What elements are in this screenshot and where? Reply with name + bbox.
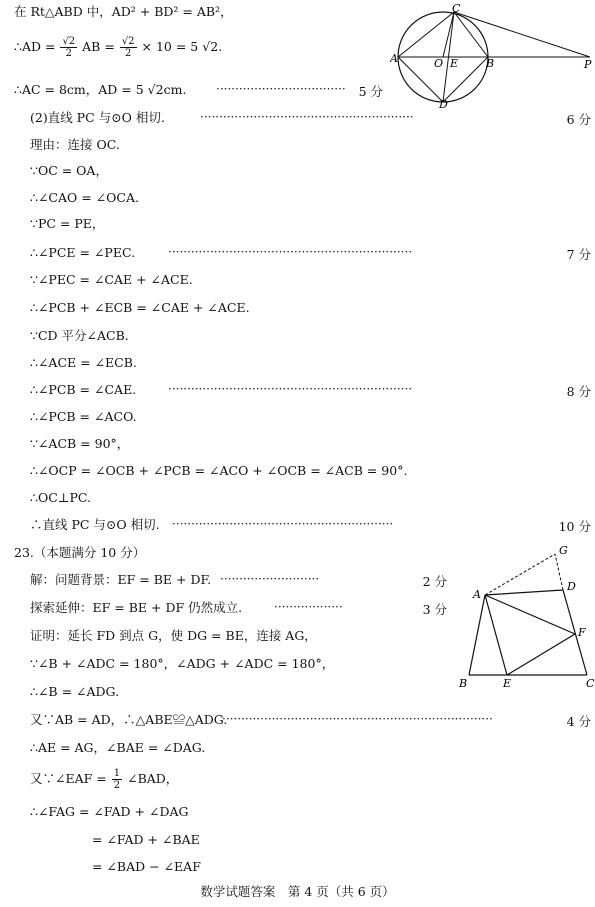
text-line-14: ∴∠PCB = ∠CAE. bbox=[30, 382, 137, 397]
label-e2: E bbox=[503, 677, 512, 690]
line-co bbox=[443, 12, 454, 57]
quadrilateral-figure bbox=[455, 540, 595, 692]
dot-leader: ································································ bbox=[168, 382, 413, 396]
text-line-19: ∴直线 PC 与⊙O 相切. bbox=[30, 517, 160, 532]
label-e: E bbox=[450, 57, 459, 70]
line-ad bbox=[485, 590, 563, 595]
text-line-16: ∵∠ACB = 90°， bbox=[30, 436, 130, 451]
text-line-2: ∴AD = $\frac{√2}{2}$ AB = $\frac{√2}{2}$ × 10 = 5 √2. bbox=[14, 36, 223, 59]
label-c2: C bbox=[586, 677, 595, 690]
dot-leader: ································································ bbox=[168, 245, 413, 259]
text-line-12: ∵CD 平分∠ACB. bbox=[30, 328, 129, 343]
text-line-21: 解：问题背景：EF = BE + DF. bbox=[30, 572, 212, 587]
label-a: A bbox=[390, 52, 398, 65]
line-cp bbox=[454, 12, 590, 57]
score-3: 3 分 bbox=[422, 602, 447, 617]
label-g: G bbox=[559, 544, 568, 557]
text-line-8: ∵PC = PE， bbox=[30, 216, 105, 231]
text-line-31: = ∠BAD − ∠EAF bbox=[92, 859, 201, 874]
label-f: F bbox=[578, 626, 586, 639]
dot-leader: ·························································· bbox=[172, 517, 394, 531]
text-line-6: ∵OC = OA， bbox=[30, 163, 108, 178]
line-af bbox=[485, 595, 575, 634]
text-line-7: ∴∠CAO = ∠OCA. bbox=[30, 190, 139, 205]
text-line-9: ∴∠PCE = ∠PEC. bbox=[30, 245, 136, 260]
text-line-11: ∴∠PCB + ∠ECB = ∠CAE + ∠ACE. bbox=[30, 300, 250, 315]
text-line-28: 又∵∠EAF = $\frac{1}{2}$ ∠BAD， bbox=[30, 768, 179, 791]
line-cb bbox=[454, 12, 488, 57]
label-p: P bbox=[584, 58, 592, 71]
dot-leader: ························································ bbox=[200, 110, 414, 124]
text-line-25: ∴∠B = ∠ADG. bbox=[30, 684, 120, 699]
text-line-13: ∴∠ACE = ∠ECB. bbox=[30, 355, 137, 370]
label-o: O bbox=[434, 57, 444, 70]
line-ab bbox=[469, 595, 485, 675]
dot-leader: ·················· bbox=[274, 600, 343, 614]
score-5: 5 分 bbox=[358, 84, 383, 99]
fraction-sqrt2-over-2-b: $\frac{√2}{2}$ bbox=[121, 36, 135, 59]
label-d2: D bbox=[567, 580, 576, 593]
text-line-10: ∵∠PEC = ∠CAE + ∠ACE. bbox=[30, 272, 193, 287]
text-line-17: ∴∠OCP = ∠OCB + ∠PCB = ∠ACO + ∠OCB = ∠ACB = 90°. bbox=[30, 463, 408, 478]
score-4: 4 分 bbox=[566, 714, 591, 729]
dot-leader: ······································································· bbox=[222, 712, 493, 726]
fraction-one-half: $\frac{1}{2}$ bbox=[113, 768, 121, 791]
line-ae bbox=[485, 595, 507, 675]
text-line-15: ∴∠PCB = ∠ACO. bbox=[30, 409, 137, 424]
line-ag-dashed bbox=[485, 554, 555, 595]
label-b2: B bbox=[459, 677, 468, 690]
problem-23-heading: 23.（本题满分 10 分） bbox=[14, 545, 146, 560]
text-line-27: ∴AE = AG，∠BAE = ∠DAG. bbox=[30, 740, 206, 755]
text-line-29: ∴∠FAG = ∠FAD + ∠DAG bbox=[30, 804, 189, 819]
label-b: B bbox=[486, 57, 495, 70]
text-line-23: 证明：延长 FD 到点 G，使 DG = BE，连接 AG， bbox=[30, 628, 317, 643]
line-ac bbox=[398, 12, 454, 57]
line-ef bbox=[507, 634, 575, 675]
line-dg-dashed bbox=[555, 554, 563, 590]
fraction-sqrt2-over-2: $\frac{√2}{2}$ bbox=[62, 36, 76, 59]
score-7: 7 分 bbox=[566, 247, 591, 262]
page-footer: 数学试题答案 第 4 页（共 6 页） bbox=[200, 884, 395, 899]
circle-geometry-figure bbox=[390, 2, 595, 110]
text-line-1: 在 Rt△ABD 中，AD² + BD² = AB²， bbox=[14, 4, 233, 19]
score-10: 10 分 bbox=[558, 519, 591, 534]
dot-leader: ·························· bbox=[220, 572, 320, 586]
text-line-26: 又∵AB = AD，∴△ABE≌△ADG. bbox=[30, 712, 228, 727]
text-line-3: ∴AC = 8cm，AD = 5 √2cm. bbox=[14, 82, 187, 97]
label-c: C bbox=[452, 2, 461, 15]
text-line-4: (2)直线 PC 与⊙O 相切. bbox=[30, 110, 165, 125]
text-line-24: ∵∠B + ∠ADC = 180°，∠ADG + ∠ADC = 180°， bbox=[30, 656, 335, 671]
label-a2: A bbox=[473, 588, 481, 601]
label-d: D bbox=[439, 98, 448, 110]
text-line-22: 探索延伸：EF = BE + DF 仍然成立. bbox=[30, 600, 243, 615]
text-line-18: ∴OC⊥PC. bbox=[30, 490, 92, 505]
score-6: 6 分 bbox=[566, 112, 591, 127]
dot-leader: ·································· bbox=[216, 82, 346, 96]
score-2: 2 分 bbox=[422, 574, 447, 589]
text-line-30: = ∠FAD + ∠BAE bbox=[92, 832, 200, 847]
text-line-5: 理由：连接 OC. bbox=[30, 137, 120, 152]
score-8: 8 分 bbox=[566, 384, 591, 399]
